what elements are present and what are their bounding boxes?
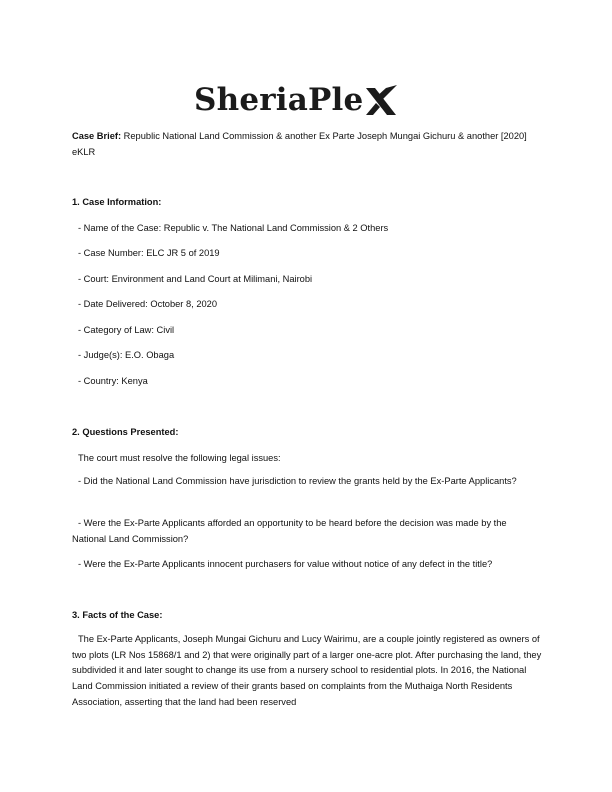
facts-paragraph: The Ex-Parte Applicants, Joseph Mungai Gichuru and Lucy Wairimu, are a couple jointly registered as owners of two plots (LR Nos 15868/1 and 2) that were originally part of a larger one-acre plot. After purchasing the land, they subdivided it and later sought to change its use from a nursery school to residential plots. In 2016, the National Land Commission initiated a review of their grants based on complaints from the Muthaiga North Residents Association, asserting that the land had been reserved	[72, 634, 542, 707]
question-1: - Did the National Land Commission have jurisdiction to review the grants held by the Ex-Parte Applicants?	[78, 476, 517, 486]
case-info-name: - Name of the Case: Republic v. The National Land Commission & 2 Others	[78, 223, 389, 233]
questions-intro: The court must resolve the following legal issues:	[78, 453, 281, 463]
case-info-category: - Category of Law: Civil	[78, 325, 175, 335]
sheriaplex-logo	[194, 80, 398, 120]
case-info-date: - Date Delivered: October 8, 2020	[78, 299, 218, 309]
question-2: - Were the Ex-Parte Applicants afforded an opportunity to be heard before the decision was made by the National Land Commission?	[72, 518, 507, 544]
question-3: - Were the Ex-Parte Applicants innocent purchasers for value without notice of any defect in the title?	[78, 559, 493, 569]
section-heading-case-information: 1. Case Information:	[72, 197, 162, 207]
case-brief-text: Republic National Land Commission & another Ex Parte Joseph Mungai Gichuru & another [2020] eKLR	[72, 131, 527, 157]
section-heading-questions-presented: 2. Questions Presented:	[72, 427, 179, 437]
case-brief-title	[72, 129, 542, 160]
case-info-court: - Court: Environment and Land Court at Milimani, Nairobi	[78, 274, 313, 284]
logo-x-mark	[364, 84, 398, 118]
case-info-number: - Case Number: ELC JR 5 of 2019	[78, 248, 220, 258]
logo-wordmark: SheriaPle	[194, 82, 364, 118]
case-info-country: - Country: Kenya	[78, 376, 148, 386]
case-brief-label: Case Brief:	[72, 131, 122, 141]
case-info-judges: - Judge(s): E.O. Obaga	[78, 350, 175, 360]
section-heading-facts: 3. Facts of the Case:	[72, 610, 163, 620]
